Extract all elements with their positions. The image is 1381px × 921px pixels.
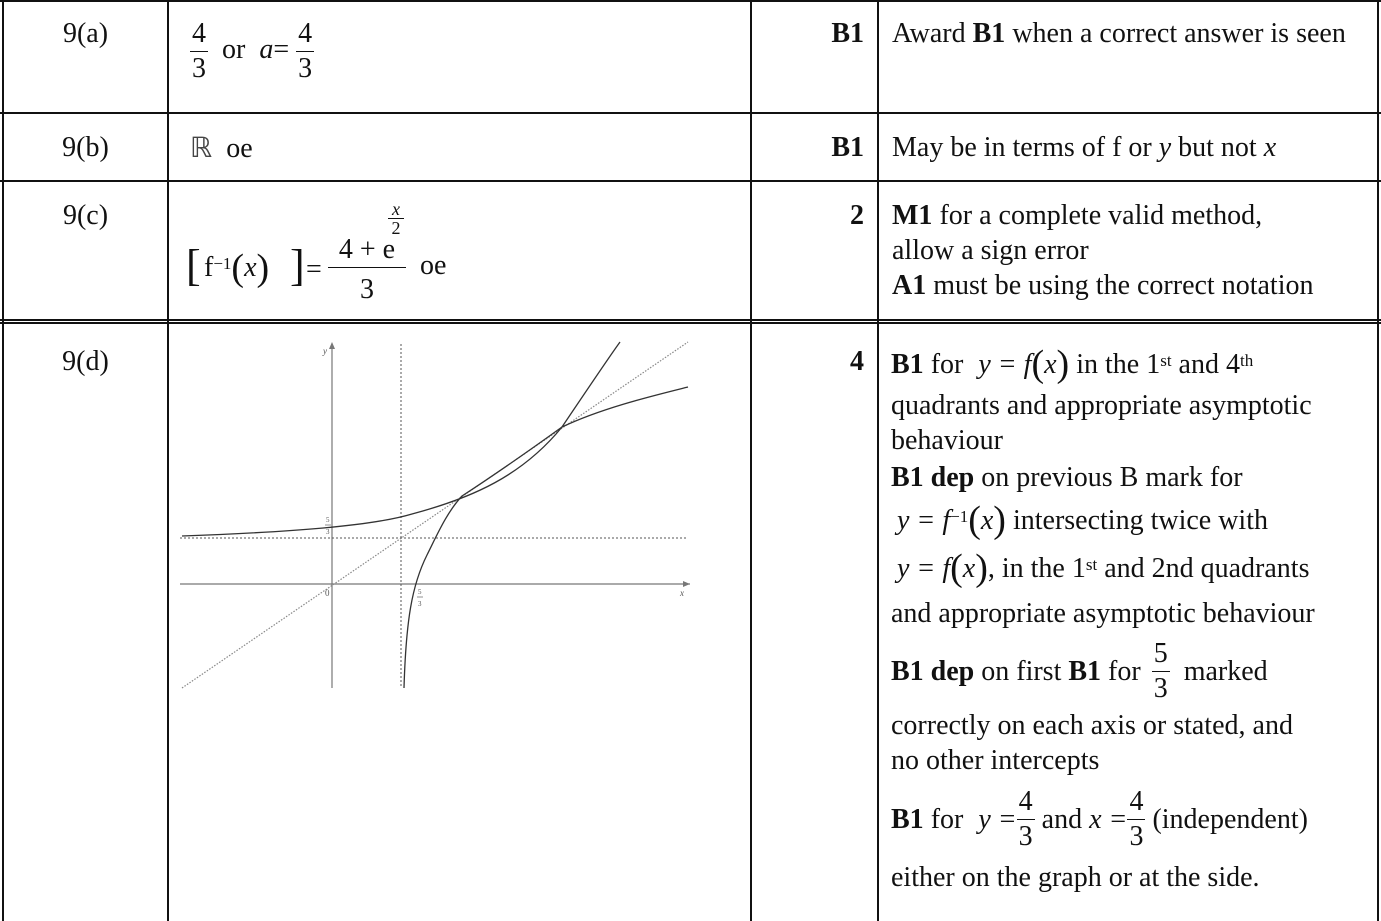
x-axis-arrow [683, 581, 690, 587]
marks: 4 [850, 346, 864, 377]
row-divider [0, 322, 1381, 324]
curve-f-inverse [404, 342, 620, 688]
marks: B1 [831, 18, 864, 49]
graph-svg [172, 330, 746, 700]
row-divider [0, 112, 1381, 114]
guidance-text: Award B1 when a correct answer is seen [892, 18, 1346, 49]
column-divider [167, 0, 169, 921]
guidance-text: B1 for y = f ( x ) in the 1 $^{st}$ and 4 $^{th}$ quadrants and appropriate asymptotic behaviour B1 dep on previous B mark for y = f $^{-1}$ ( x ) intersecting twice with y = f ( x ) , in the 1 $^{st}$ and 2nd quadrants and appropriate asymptotic behaviour B1 dep on first B1 for $\frac{5}{3}$ marked correctly on each axis or stated, and no other intercepts B1 for y = $\frac{4}{3}$ and x = $\frac{4}{3}$ (independent) either on the graph or at the side. [891, 342, 1315, 893]
question-number: 9(c) [62, 200, 109, 231]
answer-cell: ℝ oe [190, 131, 253, 164]
fraction: $\frac{5}{3}$ [1153, 637, 1168, 704]
marks: B1 [831, 132, 864, 163]
y-tick-den: 3 [326, 528, 330, 536]
x-tick-den: 3 [418, 600, 422, 608]
row-divider [0, 180, 1381, 182]
table-border-right [1377, 0, 1379, 921]
y-tick-num: 5 [326, 516, 330, 524]
fraction: $\frac{4}{3}$ [192, 18, 206, 84]
y-axis-label: y [323, 346, 327, 356]
x-tick-num: 5 [418, 588, 422, 596]
real-numbers-symbol: ℝ [190, 131, 213, 164]
table-border-top [0, 0, 1381, 2]
marks: 2 [850, 200, 864, 231]
row-divider [0, 319, 1381, 321]
question-number: 9(b) [62, 132, 109, 163]
curve-f [182, 387, 688, 536]
fraction: $\frac{4}{3}$ [1018, 785, 1033, 852]
fraction: $\frac{4}{3}$ [1129, 785, 1144, 852]
origin-label: 0 [325, 588, 330, 598]
answer-cell: $\frac{4}{3}$ or a= $\frac{4}{3}$ [192, 18, 313, 84]
sketch-graph [172, 330, 746, 700]
guidance-text: M1 for a complete valid method, allow a sign error A1 must be using the correct notation [892, 200, 1314, 301]
guidance-text: May be in terms of f or y but not x [892, 132, 1277, 163]
fraction: $\frac{4}{3}$ [298, 18, 313, 84]
column-divider [750, 0, 752, 921]
y-axis-arrow [329, 342, 335, 349]
bracket-left: [ [186, 241, 201, 290]
x-axis-label: x [680, 588, 684, 598]
question-number: 9(a) [62, 18, 109, 49]
answer-cell: [ $f^{-1}(x)$ ] = x 2 4 + e 3 oe [186, 199, 447, 305]
line-y-equals-x [182, 342, 688, 688]
bracket-right: ] [290, 241, 305, 290]
column-divider [877, 0, 879, 921]
question-number: 9(d) [62, 346, 109, 377]
